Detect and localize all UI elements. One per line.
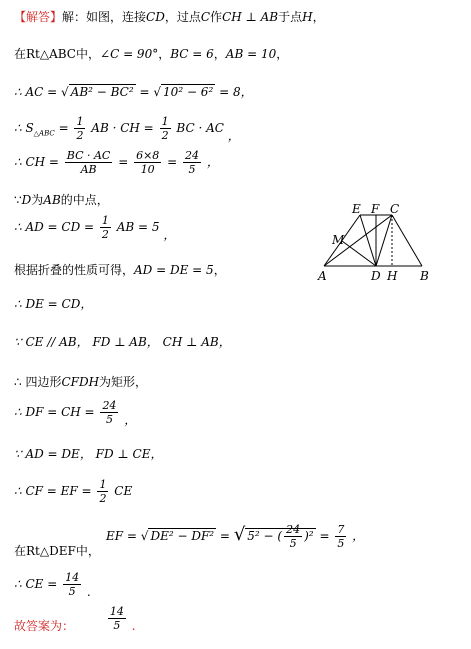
text: ， xyxy=(80,297,93,311)
text: ， xyxy=(276,47,289,61)
text: ∴ 四边形 xyxy=(14,375,62,389)
denominator: 2 xyxy=(161,129,169,142)
math: EF = xyxy=(106,529,137,543)
fraction xyxy=(183,149,201,176)
segment-md xyxy=(342,241,376,266)
math: BC · AC xyxy=(176,121,224,135)
math: AD = DE = 5 xyxy=(134,263,214,277)
answer-tag: 【解答】 xyxy=(14,10,63,24)
denominator: 5 xyxy=(68,585,76,598)
math: AB · CH = xyxy=(91,121,154,135)
denominator: 5 xyxy=(289,537,297,550)
math: ∴ AC = xyxy=(14,85,58,99)
math: = xyxy=(58,121,69,135)
text: ， xyxy=(150,447,163,461)
text: 解：如图，连接 xyxy=(62,10,147,24)
text: ， xyxy=(158,47,171,61)
numerator: 24 xyxy=(185,149,200,162)
text: ， xyxy=(213,47,226,61)
numerator: 24 xyxy=(102,399,117,412)
math: ∴ DF = CH = xyxy=(14,405,95,419)
denominator: 5 xyxy=(105,413,113,426)
math: CFDH xyxy=(61,375,100,389)
line-5 xyxy=(14,149,219,176)
fraction xyxy=(284,523,302,550)
text: 中， xyxy=(75,544,100,558)
math: AB = 10 xyxy=(225,47,277,61)
line-9 xyxy=(14,296,92,312)
line-15-eq xyxy=(106,523,364,550)
numerator: BC · AC xyxy=(66,149,111,162)
denominator: 2 xyxy=(101,228,109,241)
fraction xyxy=(97,478,108,505)
text: ， xyxy=(206,155,219,169)
line-7 xyxy=(14,214,175,241)
text: 的中点， xyxy=(60,193,109,207)
line-8 xyxy=(14,262,226,278)
numerator: 7 xyxy=(337,523,345,536)
math: ∴ DE = CD xyxy=(14,297,81,311)
math: CE xyxy=(114,484,133,498)
math: = 8， xyxy=(219,85,253,99)
math: = xyxy=(167,155,178,169)
segment-ed xyxy=(360,215,376,266)
text: ， xyxy=(213,263,226,277)
label-h: H xyxy=(387,269,398,283)
line-13 xyxy=(14,446,162,462)
math: )² xyxy=(304,529,314,543)
sqrt-sign: √ xyxy=(233,524,246,545)
fraction xyxy=(65,149,113,176)
line-16 xyxy=(14,571,91,598)
line-10 xyxy=(14,334,231,350)
math: CH ⊥ AB xyxy=(222,10,279,24)
math: 5² − ( xyxy=(247,529,283,543)
subscript: △ABC xyxy=(33,129,55,138)
fraction xyxy=(134,149,161,176)
text: 为矩形， xyxy=(99,375,148,389)
text: ，过点 xyxy=(164,10,201,24)
numerator: 6×8 xyxy=(136,149,160,162)
sqrt-sign: √ xyxy=(61,85,69,99)
text: ， xyxy=(227,129,240,143)
line-12 xyxy=(14,399,136,426)
math: ∴ S xyxy=(14,121,34,135)
sqrt-body: 10² − 6² xyxy=(163,85,214,99)
numerator: 1 xyxy=(161,115,169,128)
text: ， xyxy=(79,447,92,461)
text: 为 xyxy=(31,193,44,207)
math: BC = 6 xyxy=(170,47,214,61)
math: CD xyxy=(146,10,165,24)
math: = xyxy=(219,529,230,543)
fraction xyxy=(108,605,126,632)
math: = xyxy=(118,155,129,169)
geometry-figure xyxy=(310,200,460,290)
math: H xyxy=(302,10,313,24)
line-4 xyxy=(14,115,240,142)
text: 作 xyxy=(210,10,223,24)
math: ∠C = 90° xyxy=(100,47,159,61)
text: ， xyxy=(124,413,137,427)
text: 根据折叠的性质可得， xyxy=(14,263,135,277)
answer-label: 故答案为： xyxy=(14,619,75,633)
text: ， xyxy=(146,335,159,349)
math: D xyxy=(21,193,32,207)
numerator: 14 xyxy=(65,571,80,584)
math: FD ⊥ AB xyxy=(92,335,147,349)
numerator: 24 xyxy=(286,523,301,536)
sqrt-body xyxy=(245,523,315,550)
math: . xyxy=(86,585,91,599)
numerator: 1 xyxy=(101,214,109,227)
math: ∴ CE = xyxy=(14,577,58,591)
text: 在 xyxy=(14,544,27,558)
fraction xyxy=(160,115,171,142)
math: C xyxy=(200,10,211,24)
denominator: AB xyxy=(80,163,97,176)
label-e: E xyxy=(352,202,361,216)
label-f: F xyxy=(371,202,380,216)
math: FD ⊥ CE xyxy=(95,447,151,461)
denominator: 2 xyxy=(99,492,107,505)
math: AB = 5 xyxy=(116,220,160,234)
text: ， xyxy=(76,335,89,349)
sqrt-sign: √ xyxy=(153,85,162,99)
math: = xyxy=(319,529,330,543)
label-m: M xyxy=(332,233,345,247)
text: ∵ xyxy=(14,193,22,207)
denominator: 10 xyxy=(140,163,155,176)
label-c: C xyxy=(390,202,400,216)
fraction xyxy=(63,571,81,598)
math: = xyxy=(139,85,150,99)
math: ∴ CH = xyxy=(14,155,59,169)
sqrt-sign: √ xyxy=(140,529,149,543)
math: ∴ CF = EF = xyxy=(14,484,92,498)
answer-period: . xyxy=(131,619,136,633)
line-3 xyxy=(14,84,253,100)
label-d: D xyxy=(371,269,381,283)
denominator: 5 xyxy=(337,537,345,550)
numerator: 1 xyxy=(76,115,84,128)
math: Rt△DEF xyxy=(26,544,76,558)
text: ， xyxy=(312,10,325,24)
line-11 xyxy=(14,374,147,390)
label-a: A xyxy=(318,269,327,283)
line-14 xyxy=(14,478,132,505)
sqrt-body: AB² − BC² xyxy=(70,85,134,99)
fraction xyxy=(335,523,346,550)
math: ∴ AD = CD = xyxy=(14,220,95,234)
denominator: 2 xyxy=(76,129,84,142)
sqrt-body: DE² − DF² xyxy=(150,529,215,543)
fraction xyxy=(100,214,111,241)
line-17 xyxy=(14,605,136,632)
line-2 xyxy=(14,46,288,62)
segment-cd xyxy=(376,215,392,266)
text: 中， xyxy=(76,47,101,61)
text: ， xyxy=(163,228,176,242)
denominator: 5 xyxy=(188,163,196,176)
line-6 xyxy=(14,192,109,208)
math: ∵ AD = DE xyxy=(14,447,80,461)
text: ， xyxy=(218,335,231,349)
line-1 xyxy=(14,9,325,25)
text: 于点 xyxy=(278,10,303,24)
fraction xyxy=(74,115,85,142)
numerator: 1 xyxy=(99,478,107,491)
numerator: 14 xyxy=(109,605,124,618)
text: 在 xyxy=(14,47,27,61)
line-15-label xyxy=(14,543,100,559)
label-b: B xyxy=(420,269,429,283)
fraction xyxy=(100,399,118,426)
denominator: 5 xyxy=(113,619,121,632)
math: AB xyxy=(43,193,61,207)
math: ∵ CE // AB xyxy=(14,335,77,349)
math: Rt△ABC xyxy=(26,47,76,61)
math: CH ⊥ AB xyxy=(162,335,219,349)
side-cb xyxy=(392,215,422,266)
text: ， xyxy=(352,529,365,543)
